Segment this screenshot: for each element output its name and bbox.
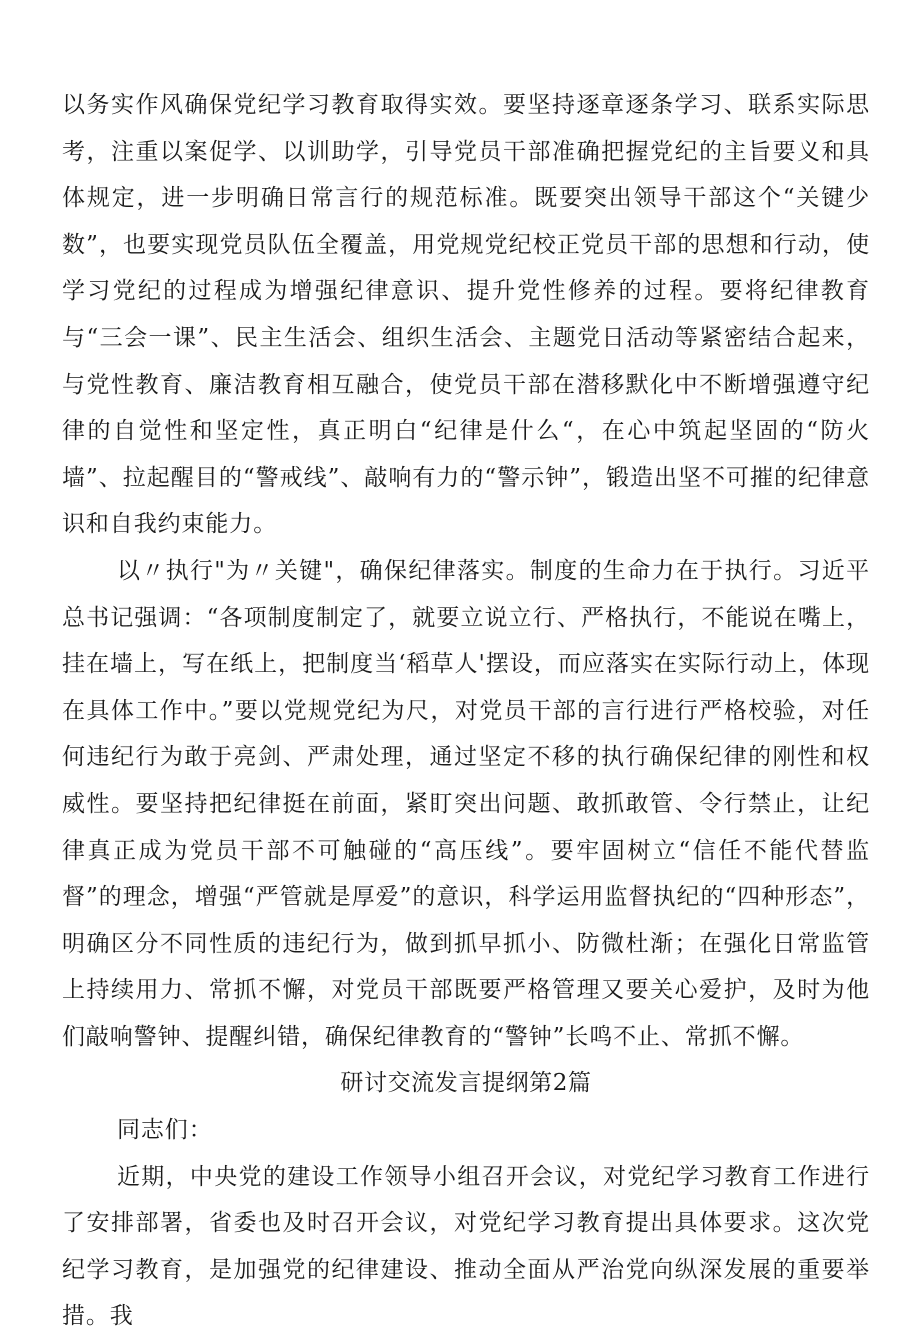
section-heading: 研讨交流发言提纲第2篇 xyxy=(340,1070,592,1097)
salutation: 同志们： xyxy=(117,1117,213,1144)
paragraph-recent-meeting: 近期，中央党的建设工作领导小组召开会议，对党纪学习教育工作进行了安排部署，省委也及时召开会议，对党纪学习教育提出具体要求。这次党纪学习教育，是加强党的纪律建设、推动全面从严治党向纵深发展的重要举措。我 xyxy=(62,1163,870,1330)
paragraph-discipline-education: 以务实作风确保党纪学习教育取得实效。要坚持逐章逐条学习、联系实际思考，注重以案促学、以训助学，引导党员干部准确把握党纪的主旨要义和具体规定，进一步明确日常言行的规范标准。既要突出领导干部这个“关键少数”，也要实现党员队伍全覆盖，用党规党纪校正党员干部的思想和行动，使学习党纪的过程成为增强纪律意识、提升党性修养的过程。要将纪律教育与“三会一课”、民主生活会、组织生活会、主题党日活动等紧密结合起来，与党性教育、廉洁教育相互融合，使党员干部在潜移默化中不断增强遵守纪律的自觉性和坚定性，真正明白“纪律是什么“，在心中筑起坚固的“防火墙”、拉起醒目的“警戒线”、敲响有力的“警示钟”，锻造出坚不可摧的纪律意识和自我约束能力。 xyxy=(62,92,870,538)
document-body xyxy=(62,82,870,1340)
paragraph-discipline-execution: 以〃执行"为〃关键"，确保纪律落实。制度的生命力在于执行。习近平总书记强调：“各项制度制定了，就要立说立行、严格执行，不能说在嘴上，挂在墙上，写在纸上，把制度当‘稻草人'摆设，而应落实在实际行动上，体现在具体工作中。”要以党规党纪为尺，对党员干部的言行进行严格校验，对任何违纪行为敢于亮剑、严肃处理，通过坚定不移的执行确保纪律的刚性和权威性。要坚持把纪律挺在前面，紧盯突出问题、敢抓敢管、令行禁止，让纪律真正成为党员干部不可触碰的“高压线”。要牢固树立“信任不能代替监督”的理念，增强“严管就是厚爱”的意识，科学运用监督执纪的“四种形态”，明确区分不同性质的违纪行为，做到抓早抓小、防微杜渐；在强化日常监管上持续用力、常抓不懈，对党员干部既要严格管理又要关心爱护，及时为他们敲响警钟、提醒纠错，确保纪律教育的“警钟”长鸣不止、常抓不懈。 xyxy=(62,557,870,1050)
